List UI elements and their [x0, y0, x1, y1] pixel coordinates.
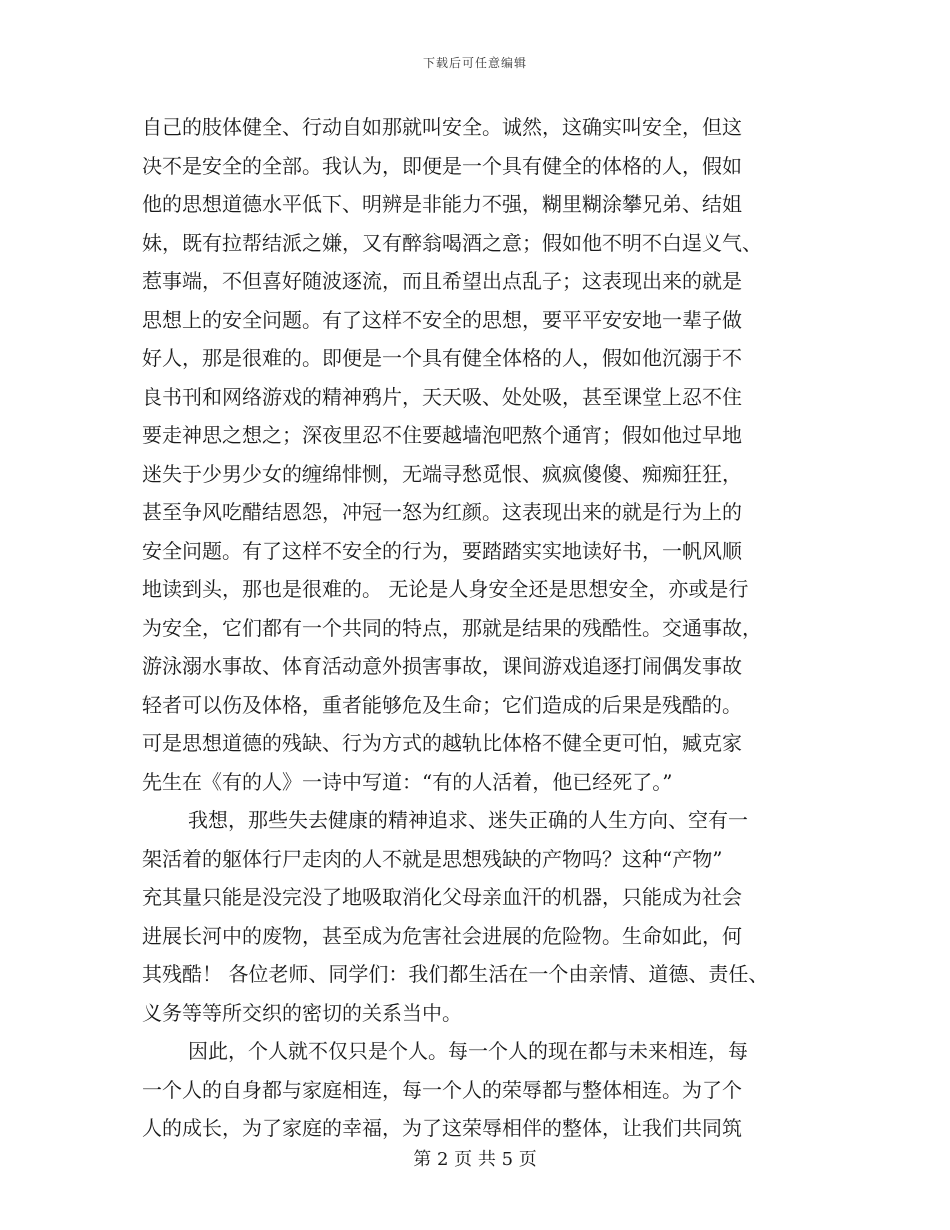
text-line: 决不是安全的全部。我认为，即便是一个具有健全的体格的人，假如	[142, 153, 742, 178]
text-line: 惹事端，不但喜好随波逐流，而且希望出点乱子；这表现出来的就是	[142, 269, 742, 293]
text-line: 他的思想道德水平低下、明辨是非能力不强，糊里糊涂攀兄弟、结姐	[142, 192, 742, 216]
text-line: 要走神思之想之；深夜里忍不住要越墙泡吧熬个通宵；假如他过早地	[142, 423, 742, 447]
text-line: 一个人的自身都与家庭相连，每一个人的荣辱都与整体相连。为了个	[142, 1077, 742, 1102]
text-line: 妹，既有拉帮结派之嫌，又有醉翁喝酒之意；假如他不明不白逞义气、	[142, 230, 762, 255]
text-line: 迷失于少男少女的缠绵悱恻，无端寻愁觅恨、疯疯傻傻、痴痴狂狂，	[142, 461, 742, 486]
text-line: 义务等等所交织的密切的关系当中。	[142, 1000, 462, 1025]
text-line: 安全问题。有了这样不安全的行为，要踏踏实实地读好书，一帆风顺	[142, 538, 742, 563]
text-line: 好人，那是很难的。即便是一个具有健全体格的人，假如他沉溺于不	[142, 346, 742, 370]
text-line: 充其量只能是没完没了地吸取消化父母亲血汗的机器，只能成为社会	[142, 885, 742, 909]
body-text	[142, 108, 810, 1148]
text-line: 甚至争风吃醋结恩怨，冲冠一怒为红颜。这表现出来的就是行为上的	[142, 500, 742, 524]
text-line: 先生在《有的人》一诗中写道：“有的人活着，他已经死了。”	[142, 769, 673, 794]
page-number: 第 2 页 共 5 页	[413, 1149, 537, 1170]
text-line: 因此，个人就不仅只是个人。每一个人的现在都与未来相连，每	[188, 1039, 748, 1063]
text-line: 人的成长，为了家庭的幸福，为了这荣辱相伴的整体，让我们共同筑	[142, 1116, 742, 1140]
text-line: 自己的肢体健全、行动自如那就叫安全。诚然，这确实叫安全，但这	[142, 115, 742, 139]
text-line: 为安全，它们都有一个共同的特点，那就是结果的残酷性。交通事故，	[142, 615, 762, 640]
text-line: 游泳溺水事故、体育活动意外损害事故，课间游戏追逐打闹偶发事故	[142, 654, 742, 678]
text-line: 轻者可以伤及体格，重者能够危及生命；它们造成的后果是残酷的。	[142, 692, 742, 717]
text-line: 思想上的安全问题。有了这样不安全的思想，要平平安安地一辈子做	[142, 307, 742, 332]
text-line: 良书刊和网络游戏的精神鸦片，天天吸、处处吸，甚至课堂上忍不住	[142, 384, 742, 409]
text-line: 进展长河中的废物，甚至成为危害社会进展的危险物。生命如此，何	[142, 923, 742, 948]
text-line: 架活着的躯体行尸走肉的人不就是思想残缺的产物吗？这种“产物”	[142, 846, 723, 871]
page-header: 下载后可任意编辑	[422, 56, 527, 70]
text-line: 地读到头，那也是很难的。 无论是人身安全还是思想安全，亦或是行	[142, 577, 749, 601]
text-line: 可是思想道德的残缺、行为方式的越轨比体格不健全更可怕，臧克家	[142, 731, 742, 755]
text-line: 其残酷！ 各位老师、同学们：我们都生活在一个由亲情、道德、责任、	[142, 962, 769, 986]
text-line: 我想，那些失去健康的精神追求、迷失正确的人生方向、空有一	[188, 808, 748, 832]
